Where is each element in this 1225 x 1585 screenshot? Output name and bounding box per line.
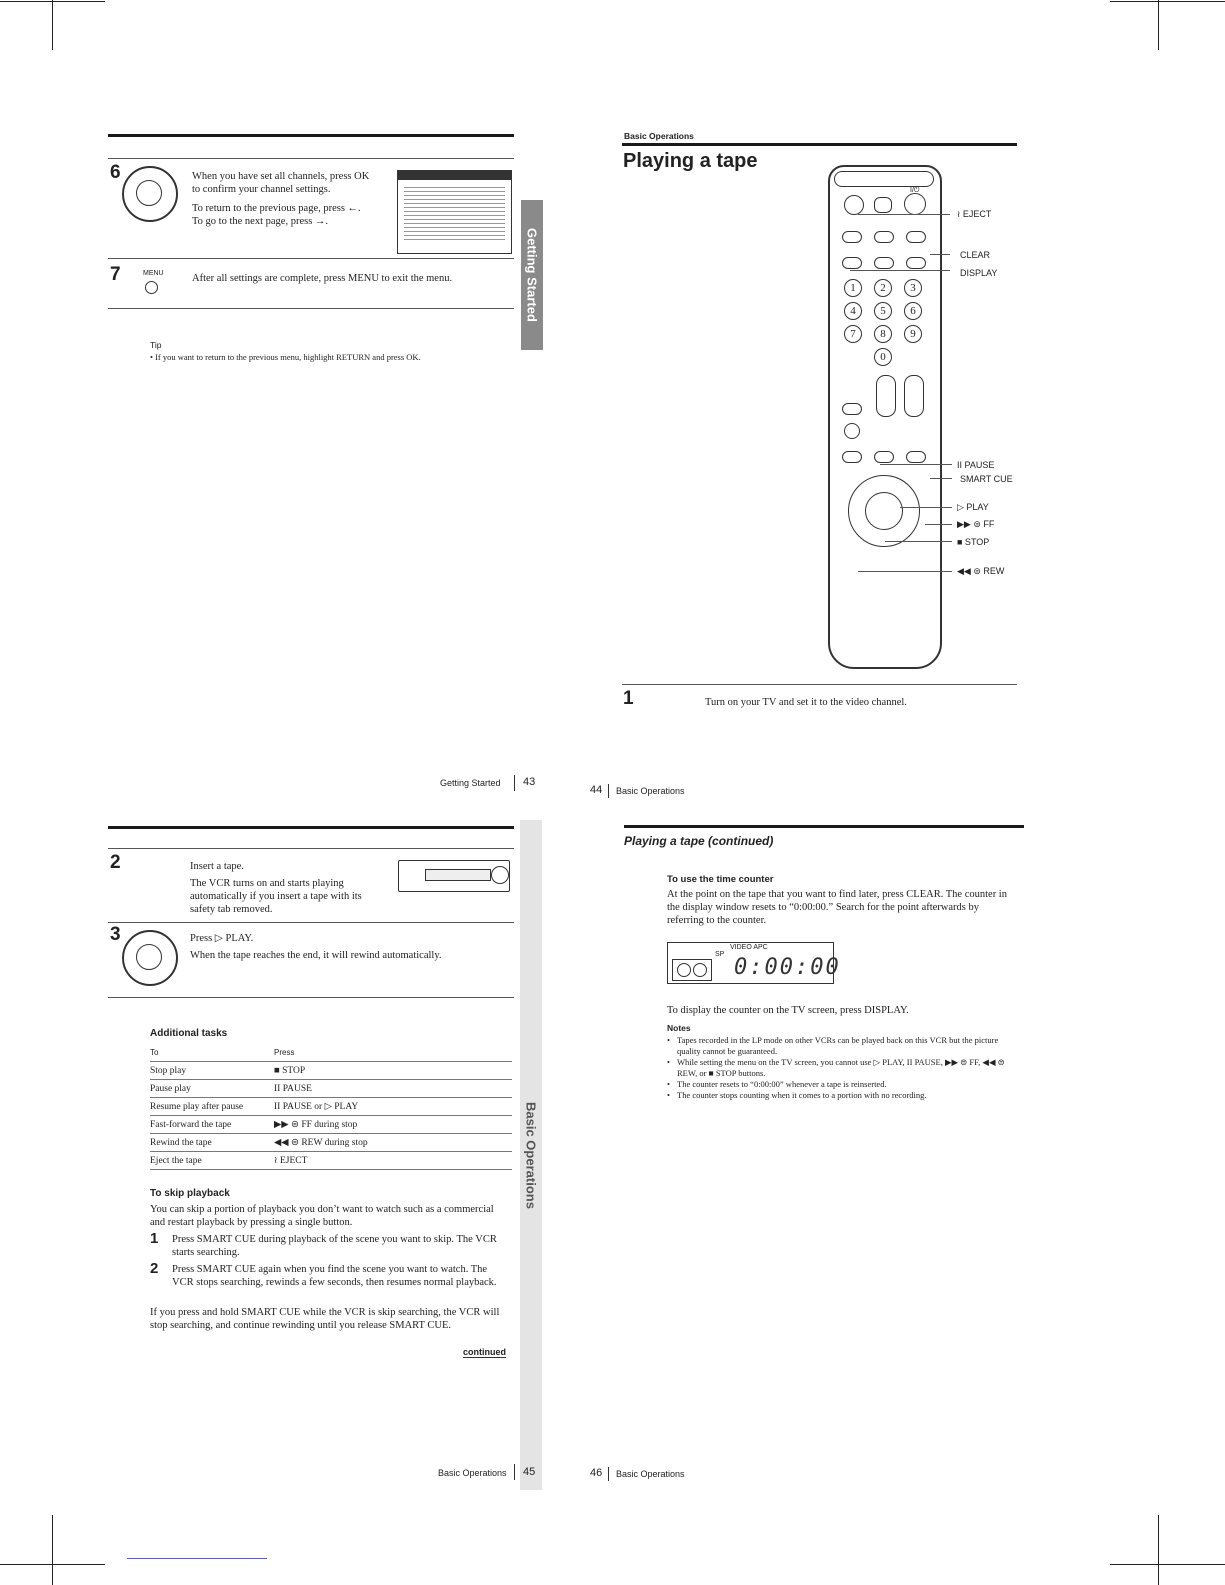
divider (108, 922, 514, 923)
step-number: 1 (623, 688, 634, 709)
note-item: • The counter resets to “0:00:00” whenever a tape is reinserted. (667, 1079, 887, 1089)
top-rule (622, 143, 1017, 146)
task-cell: Pause play (150, 1080, 274, 1098)
crop-mark (1158, 0, 1159, 50)
callout-line (930, 478, 952, 479)
clear-label: CLEAR (960, 250, 991, 260)
footer-divider (514, 775, 515, 791)
page-title: Playing a tape (continued) (624, 834, 774, 848)
footer-divider (608, 1467, 609, 1481)
top-rule (624, 825, 1024, 828)
key-7: 7 (844, 325, 862, 343)
remote-control (828, 165, 942, 669)
key-6: 6 (904, 302, 922, 320)
notes-title: Notes (667, 1023, 691, 1033)
divider (108, 997, 514, 998)
step-number: 2 (150, 1260, 159, 1277)
section-label: Basic Operations (624, 131, 694, 141)
divider (108, 848, 514, 849)
step-number: 1 (150, 1230, 159, 1247)
key-4: 4 (844, 302, 862, 320)
counter-value: 0:00:00 (734, 955, 841, 980)
skip-step-1: Press SMART CUE during playback of the scene you want to skip. The VCR starts searching. (172, 1234, 497, 1258)
page-number: 45 (523, 1466, 536, 1478)
task-cell: Resume play after pause (150, 1098, 274, 1116)
press-cell: ■ STOP (274, 1062, 512, 1080)
additional-tasks-title: Additional tasks (150, 1028, 228, 1039)
channel-list-screen (397, 170, 512, 254)
key-3: 3 (904, 279, 922, 297)
key-5: 5 (874, 302, 892, 320)
divider (108, 158, 514, 159)
press-cell: II PAUSE or ▷ PLAY (274, 1098, 512, 1116)
section-tab: Getting Started (521, 200, 543, 350)
menu-button-label: MENU (143, 270, 164, 277)
notes-list (667, 1035, 1019, 1101)
footer-section: Basic Operations (616, 786, 685, 796)
callout-line (850, 270, 950, 271)
table-row (150, 1098, 512, 1116)
power-button (904, 193, 926, 215)
menu-button-icon (145, 281, 158, 294)
note-item: • The counter stops counting when it comes to a portion with no recording. (667, 1090, 927, 1100)
play-label: ▷ PLAY (957, 502, 989, 512)
crop-mark (52, 1515, 53, 1585)
key-0: 0 (874, 348, 892, 366)
rew-label: ◀◀ ⊜ REW (957, 566, 1005, 576)
tape-icon (672, 959, 712, 981)
section-tab: Basic Operations (520, 820, 542, 1490)
table-row (150, 1080, 512, 1098)
key-1: 1 (844, 279, 862, 297)
callout-line (900, 507, 952, 508)
callout-line (858, 214, 950, 215)
pause-label: II PAUSE (957, 460, 995, 470)
crop-mark (0, 1564, 105, 1565)
top-rule (108, 826, 514, 829)
note-item: • Tapes recorded in the LP mode on other VCRs can be played back on this VCR but the picture quality cannot be guaranteed. (667, 1035, 999, 1056)
step-number: 6 (110, 162, 121, 183)
skip-outro: If you press and hold SMART CUE while the VCR is skip searching, the VCR will stop searching, and continue rewinding until you release SMART CUE. (150, 1307, 500, 1331)
page-number: 46 (590, 1467, 603, 1479)
step-number: 3 (110, 924, 121, 945)
tv-button (874, 197, 892, 213)
crop-mark (52, 0, 53, 50)
table-header: Press (274, 1044, 512, 1062)
callout-line (880, 464, 952, 465)
transport-dial (848, 475, 920, 547)
skip-title: To skip playback (150, 1188, 230, 1199)
smart-cue-label: SMART CUE (960, 474, 1013, 484)
key-9: 9 (904, 325, 922, 343)
page-number: 44 (590, 784, 603, 796)
eject-button (844, 195, 864, 215)
skip-step-2: Press SMART CUE again when you find the scene you want to watch. The VCR stops searching, rewinds a few seconds, then resumes normal playback. (172, 1264, 497, 1288)
display-sp: SP (715, 951, 725, 958)
note-item: • While setting the menu on the TV screen, you cannot use ▷ PLAY, II PAUSE, ▶▶ ⊜ FF, ◀◀ ⊜ REW, or ■ STOP buttons. (667, 1057, 1005, 1078)
step-2-text: Insert a tape. The VCR turns on and starts playing automatically if you insert a tape with its safety tab removed. (190, 861, 362, 915)
step-7-text: After all settings are complete, press MENU to exit the menu. (192, 273, 453, 284)
table-header: To (150, 1044, 274, 1062)
dial-button-icon (122, 930, 178, 986)
divider (108, 308, 514, 309)
step-6-text: When you have set all channels, press OK to confirm your channel settings. To return to the previous page, press ←. To go to the next page, press →. (192, 171, 370, 227)
press-cell: ◀◀ ⊜ REW during stop (274, 1134, 512, 1152)
task-cell: Fast-forward the tape (150, 1116, 274, 1134)
counter-text: At the point on the tape that you want to find later, press CLEAR. The counter in the display window resets to “0:00:00.” Search for the point afterwards by referring to the counter. (667, 889, 1007, 926)
vcr-image (398, 860, 510, 892)
counter-tv-text: To display the counter on the TV screen, press DISPLAY. (667, 1005, 909, 1016)
power-label: I/⏻ (910, 187, 920, 194)
skip-intro: You can skip a portion of playback you don’t want to watch such as a commercial and restart playback by pressing a single button. (150, 1204, 494, 1228)
table-header-row (150, 1044, 512, 1062)
footer-section: Basic Operations (616, 1469, 685, 1479)
page-title: Playing a tape (623, 150, 758, 172)
step-1-text: Turn on your TV and set it to the video channel. (705, 697, 907, 708)
continued-label: continued (463, 1347, 506, 1357)
footer-divider (514, 1464, 515, 1480)
crop-mark (1110, 1, 1225, 2)
key-8: 8 (874, 325, 892, 343)
step-3-text: Press ▷ PLAY. When the tape reaches the end, it will rewind automatically. (190, 933, 442, 961)
press-cell: ▶▶ ⊜ FF during stop (274, 1116, 512, 1134)
task-cell: Eject the tape (150, 1152, 274, 1170)
callout-line (925, 524, 952, 525)
eject-label: ≀ EJECT (957, 209, 992, 219)
press-cell: ≀ EJECT (274, 1152, 512, 1170)
top-rule (108, 134, 514, 137)
table-row (150, 1062, 512, 1080)
table-row (150, 1134, 512, 1152)
dial-button-icon (122, 166, 178, 222)
divider (622, 684, 1017, 685)
crop-mark (1158, 1515, 1159, 1585)
tip-text: • If you want to return to the previous menu, highlight RETURN and press OK. (150, 352, 421, 362)
table-row (150, 1152, 512, 1170)
crop-mark (0, 1, 105, 2)
table-row (150, 1116, 512, 1134)
additional-tasks-table (150, 1044, 512, 1170)
counter-title: To use the time counter (667, 874, 774, 885)
task-cell: Rewind the tape (150, 1134, 274, 1152)
step-number: 2 (110, 852, 121, 873)
divider (108, 258, 514, 259)
number-keypad (844, 279, 928, 366)
tip-title: Tip (150, 340, 162, 350)
crop-mark (1110, 1564, 1225, 1565)
link-underline (127, 1558, 267, 1559)
footer-divider (608, 784, 609, 798)
callout-line (930, 254, 950, 255)
page-number: 43 (523, 776, 536, 788)
callout-line (858, 571, 952, 572)
task-cell: Stop play (150, 1062, 274, 1080)
display-label: DISPLAY (960, 268, 998, 278)
press-cell: II PAUSE (274, 1080, 512, 1098)
footer-section: Basic Operations (438, 1468, 507, 1478)
ff-label: ▶▶ ⊜ FF (957, 519, 995, 529)
footer-section: Getting Started (440, 778, 501, 788)
display-top-text: VIDEO APC (730, 944, 768, 951)
callout-line (885, 541, 952, 542)
stop-label: ■ STOP (957, 537, 990, 547)
counter-display (667, 942, 841, 984)
step-number: 7 (110, 264, 121, 285)
key-2: 2 (874, 279, 892, 297)
